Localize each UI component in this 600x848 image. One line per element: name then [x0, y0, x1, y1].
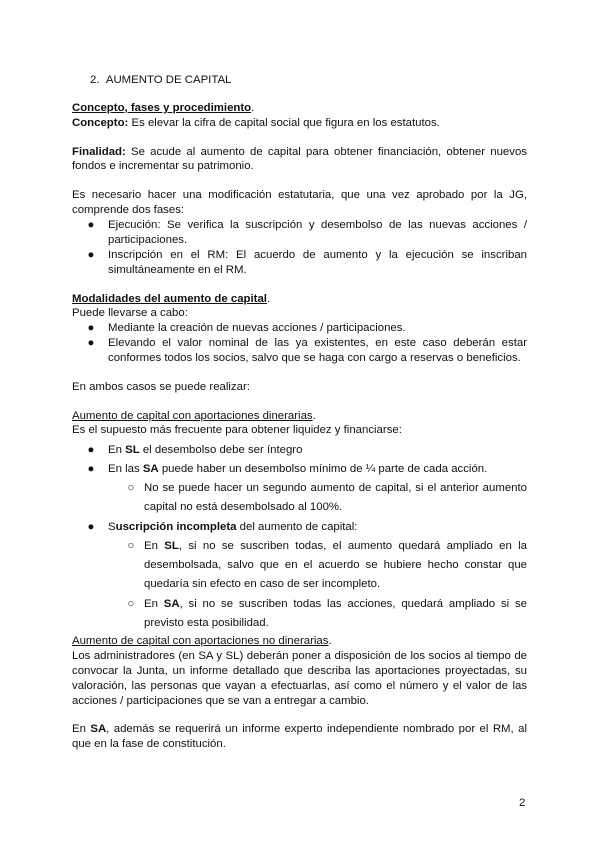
bullet-icon: ●	[87, 219, 95, 231]
sub3-line2: previsto esta posibilidad.	[144, 617, 269, 629]
sa-line1	[72, 722, 527, 736]
phase-1-line2: participaciones.	[108, 234, 188, 246]
text-fragment: puede haber un desembolso mínimo de ¼ parte de cada acción.	[158, 463, 488, 475]
text-fragment: , si no se suscriben todas las acciones, quedará ampliado si se	[179, 598, 527, 610]
sub-bullet-icon: ○	[127, 482, 135, 494]
sub-bullet-icon: ○	[127, 598, 135, 610]
section3-title: Aumento de capital con aportaciones dinerarias	[72, 410, 313, 422]
text-fragment: el desembolso debe ser íntegro	[139, 444, 303, 456]
sub3-line1	[144, 597, 527, 611]
concepto-label: Concepto:	[72, 117, 129, 129]
heading-number: 2.	[90, 74, 100, 86]
finalidad-line1	[72, 145, 527, 159]
sub1-line1: No se puede hacer un segundo aumento de capital, si el anterior aumento	[144, 482, 527, 494]
title-suffix: .	[266, 293, 271, 305]
phase-1-line1: Ejecución: Se verifica la suscripción y desembolso de las nuevas acciones /	[108, 219, 527, 231]
text-fragment: En las	[108, 463, 143, 475]
bullet-icon: ●	[87, 249, 95, 261]
modalidades-intro: Puede llevarse a cabo:	[72, 307, 188, 319]
sub2-line3: quedaría sin efecto en caso de ser incompleto.	[144, 578, 381, 590]
title-suffix: .	[328, 635, 332, 647]
text-fragment: En	[72, 723, 91, 735]
intro-line2: comprende dos fases:	[72, 204, 185, 216]
phase-2-line1: Inscripción en el RM: El acuerdo de aumento y la ejecución se inscriban	[108, 249, 527, 261]
bold-fragment: SL	[125, 444, 140, 456]
sa-line2: que en la fase de constitución.	[72, 738, 226, 750]
text-fragment: , además se requerirá un informe experto independiente nombrado por el RM, al	[106, 723, 527, 735]
finalidad-label: Finalidad:	[72, 146, 126, 158]
bold-fragment: uscripción incompleta	[115, 521, 237, 533]
no-dinerarias-heading	[72, 634, 332, 648]
concepto-heading	[72, 101, 254, 115]
bullet-icon: ●	[87, 337, 95, 349]
text-fragment: En	[108, 444, 126, 456]
suscripcion-incompleta	[108, 520, 357, 534]
phase-2-line2: simultáneamente en el RM.	[108, 264, 247, 276]
bold-fragment: SA	[90, 723, 107, 735]
dinerarias-sl	[108, 443, 302, 457]
dinerarias-intro: Es el supuesto más frecuente para obtener liquidez y financiarse:	[72, 424, 402, 436]
sub-bullet-icon: ○	[127, 540, 135, 552]
no-dinerarias-line2: convocar la Junta, un informe detallado que describa las aportaciones proyectadas, su	[72, 665, 527, 677]
title-suffix: .	[251, 102, 255, 114]
text-fragment: , si no se suscriben todas, el aumento quedará ampliado en la	[178, 540, 527, 552]
dinerarias-heading	[72, 409, 316, 423]
modalidad-2-line2: conformes todos los socios, salvo que se haga con cargo a reservas o beneficios.	[108, 352, 521, 364]
dinerarias-sa	[108, 462, 487, 476]
text-fragment: En	[144, 540, 165, 552]
ambos-casos: En ambos casos se puede realizar:	[72, 381, 250, 393]
finalidad-line2: fondos e incrementar su patrimonio.	[72, 160, 254, 172]
sub2-line1	[144, 539, 527, 553]
section1-title: Concepto, fases y procedimiento	[72, 102, 252, 114]
no-dinerarias-line3: valoración, las personas que vayan a efectuarlas, así como el número y el valor de las	[72, 680, 527, 692]
finalidad-text: Se acude al aumento de capital para obtener financiación, obtener nuevos	[125, 146, 527, 158]
concepto-text: Es elevar la cifra de capital social que figura en los estatutos.	[128, 117, 440, 129]
bold-fragment: SL	[164, 540, 179, 552]
bullet-icon: ●	[87, 463, 95, 475]
sub1-line2: capital no está desembolsado al 100%.	[144, 501, 343, 513]
concepto-line	[72, 116, 440, 130]
bullet-icon: ●	[87, 322, 95, 334]
bullet-icon: ●	[87, 444, 95, 456]
title-suffix: .	[312, 410, 316, 422]
page-number: 2	[519, 797, 526, 809]
modalidad-1: Mediante la creación de nuevas acciones / participaciones.	[108, 322, 406, 334]
modalidades-heading	[72, 292, 270, 306]
bold-fragment: SA	[142, 463, 159, 475]
modalidad-2-line1: Elevando el valor nominal de las ya existentes, en este caso deberán estar	[108, 337, 527, 349]
section2-title: Modalidades del aumento de capital	[72, 293, 267, 305]
text-fragment: del aumento de capital:	[236, 521, 358, 533]
sub2-line2: desembolsada, salvo que en el acuerdo se hubiere hecho constar que	[144, 559, 527, 571]
text-fragment: En	[144, 598, 164, 610]
text-fragment: S	[108, 521, 116, 533]
section-heading	[90, 73, 231, 87]
no-dinerarias-line1: Los administradores (en SA y SL) deberán poner a disposición de los socios al tiempo de	[72, 650, 527, 662]
bold-fragment: SA	[163, 598, 180, 610]
bullet-icon: ●	[87, 521, 95, 533]
heading-title: AUMENTO DE CAPITAL	[105, 74, 232, 86]
intro-line1: Es necesario hacer una modificación estatutaria, que una vez aprobado por la JG,	[72, 189, 527, 201]
section4-title: Aumento de capital con aportaciones no dinerarias	[72, 635, 329, 647]
no-dinerarias-line4: acciones / participaciones que se van a entregar a cambio.	[72, 695, 369, 707]
